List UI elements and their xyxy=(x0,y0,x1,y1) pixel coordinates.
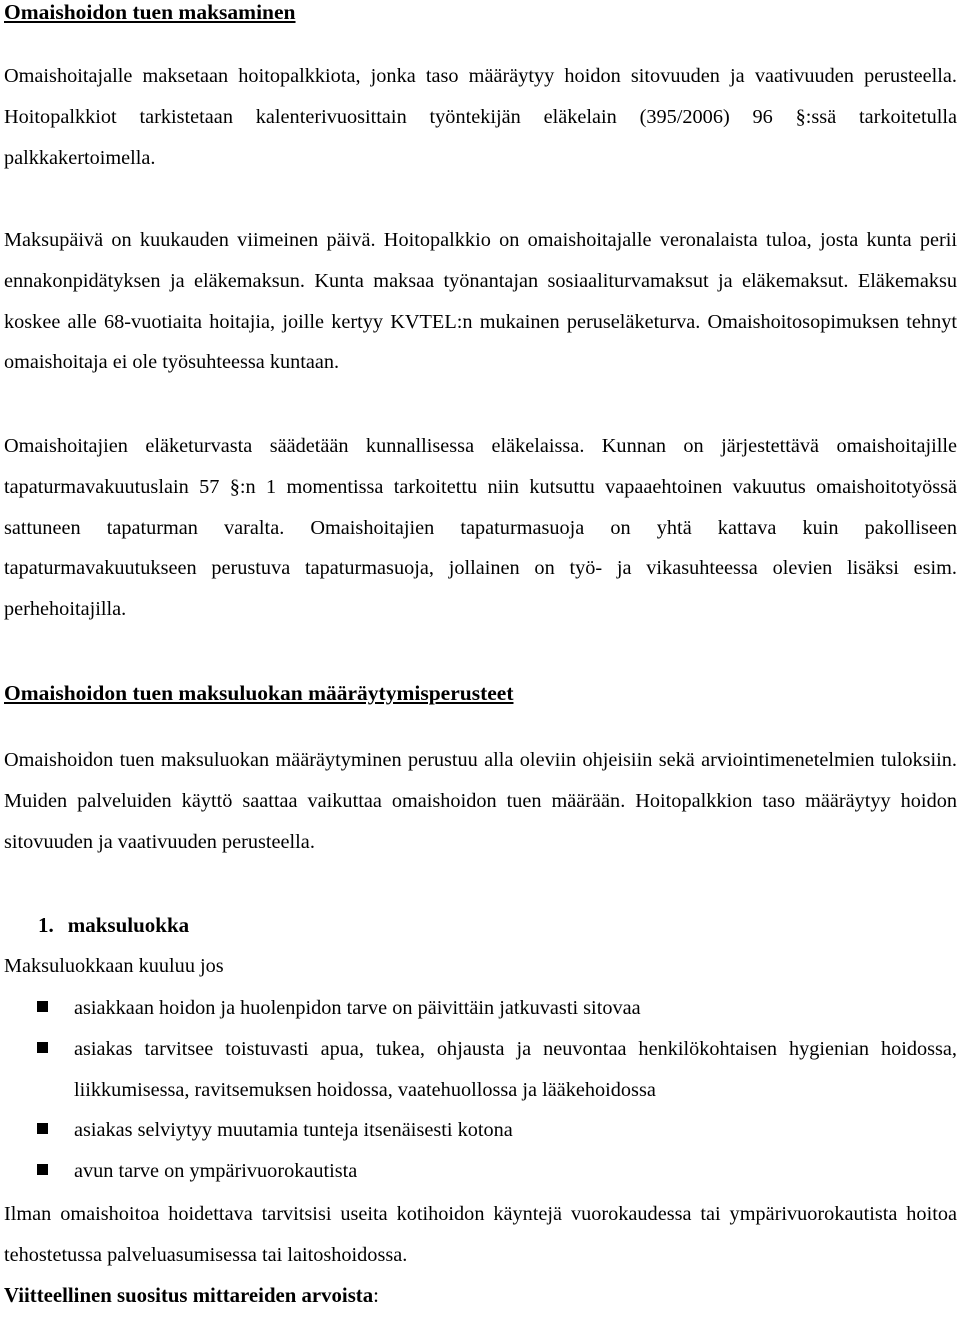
list-item xyxy=(4,988,957,1029)
paragraph-pension-insurance: Omaishoitajien eläketurvasta säädetään kunnallisessa eläkelaissa. Kunnan on järjestettävä omaishoitajille tapaturmavakuutuslain 57 §:n 1 momentissa tarkoitettu niin kutsuttu vapaaehtoinen vakuutus omaishoitotyössä sattuneen tapaturman varalta. Omaishoitajien tapaturmasuoja on yhtä kattava kuin pakolliseen tapaturmavakuutukseen perustuva tapaturmasuoja, jollainen on työ- ja vikasuhteessa olevien lisäksi esim. perhehoitajilla. xyxy=(4,435,957,621)
section-heading-payment-class: Omaishoidon tuen maksuluokan määräytymisperusteet xyxy=(4,681,514,705)
payment-class-1-heading xyxy=(4,905,189,946)
payment-class-lead: Maksuluokkaan kuuluu jos xyxy=(4,955,224,977)
paragraph-payment-rate: Omaishoitajalle maksetaan hoitopalkkiota, jonka taso määräytyy hoidon sitovuuden ja vaativuuden perusteella. Hoitopalkkiot tarkistetaan kalenterivuosittain työntekijän eläkelain (395/2006) 96 §:ssä tarkoitetulla palkkakertoimella. xyxy=(4,65,957,169)
recommendation-label: Viitteellinen suositus mittareiden arvoista xyxy=(4,1284,374,1307)
square-bullet-icon xyxy=(37,1042,48,1053)
square-bullet-icon xyxy=(37,1001,48,1012)
list-item-text: avun tarve on ympärivuorokautista xyxy=(74,1160,358,1183)
paragraph-payment-day: Maksupäivä on kuukauden viimeinen päivä. Hoitopalkkio on omaishoitajalle veronalaista tuloa, josta kunta perii ennakonpidätyksen ja eläkemaksun. Kunta maksaa työnantajan sosiaaliturvamaksut ja eläkemaksut. Eläkemaksu koskee alle 68-vuotiaita hoitajia, joille kertyy KVTEL:n mukainen peruseläketurva. Omaishoitosopimuksen tehnyt omaishoitaja ei ole työsuhteessa kuntaan. xyxy=(4,229,957,374)
paragraph-without-caregiver: Ilman omaishoitoa hoidettava tarvitsisi useita kotihoidon käyntejä vuorokaudessa tai ympärivuorokautista hoitoa tehostetussa palveluasumisessa tai laitoshoidossa. xyxy=(4,1203,957,1266)
recommendation-heading xyxy=(4,1276,379,1317)
section-heading-payment: Omaishoidon tuen maksaminen xyxy=(4,0,296,24)
list-item xyxy=(4,1029,957,1111)
payment-class-number: 1. xyxy=(38,913,54,937)
payment-class-criteria-list xyxy=(4,988,957,1192)
square-bullet-icon xyxy=(37,1164,48,1175)
paragraph-payment-class-intro: Omaishoidon tuen maksuluokan määräytyminen perustuu alla oleviin ohjeisiin sekä arviointimenetelmien tuloksiin. Muiden palveluiden käyttö saattaa vaikuttaa omaishoidon tuen määrään. Hoitopalkkion taso määräytyy hoidon sitovuuden ja vaativuuden perusteella. xyxy=(4,749,957,853)
square-bullet-icon xyxy=(37,1123,48,1134)
list-item xyxy=(4,1110,957,1151)
list-item-text: asiakas selviytyy muutamia tunteja itsenäisesti kotona xyxy=(74,1119,513,1142)
list-item-text: asiakkaan hoidon ja huolenpidon tarve on päivittäin jatkuvasti sitovaa xyxy=(74,997,641,1019)
recommendation-colon: : xyxy=(373,1284,379,1307)
list-item-text: asiakas tarvitsee toistuvasti apua, tukea, ohjausta ja neuvontaa henkilökohtaisen hygienian hoidossa, liikkumisessa, ravitsemuksen hoidossa, vaatehuollossa ja lääkehoidossa xyxy=(74,1037,957,1101)
payment-class-title: maksuluokka xyxy=(67,913,190,937)
list-item xyxy=(4,1151,957,1192)
